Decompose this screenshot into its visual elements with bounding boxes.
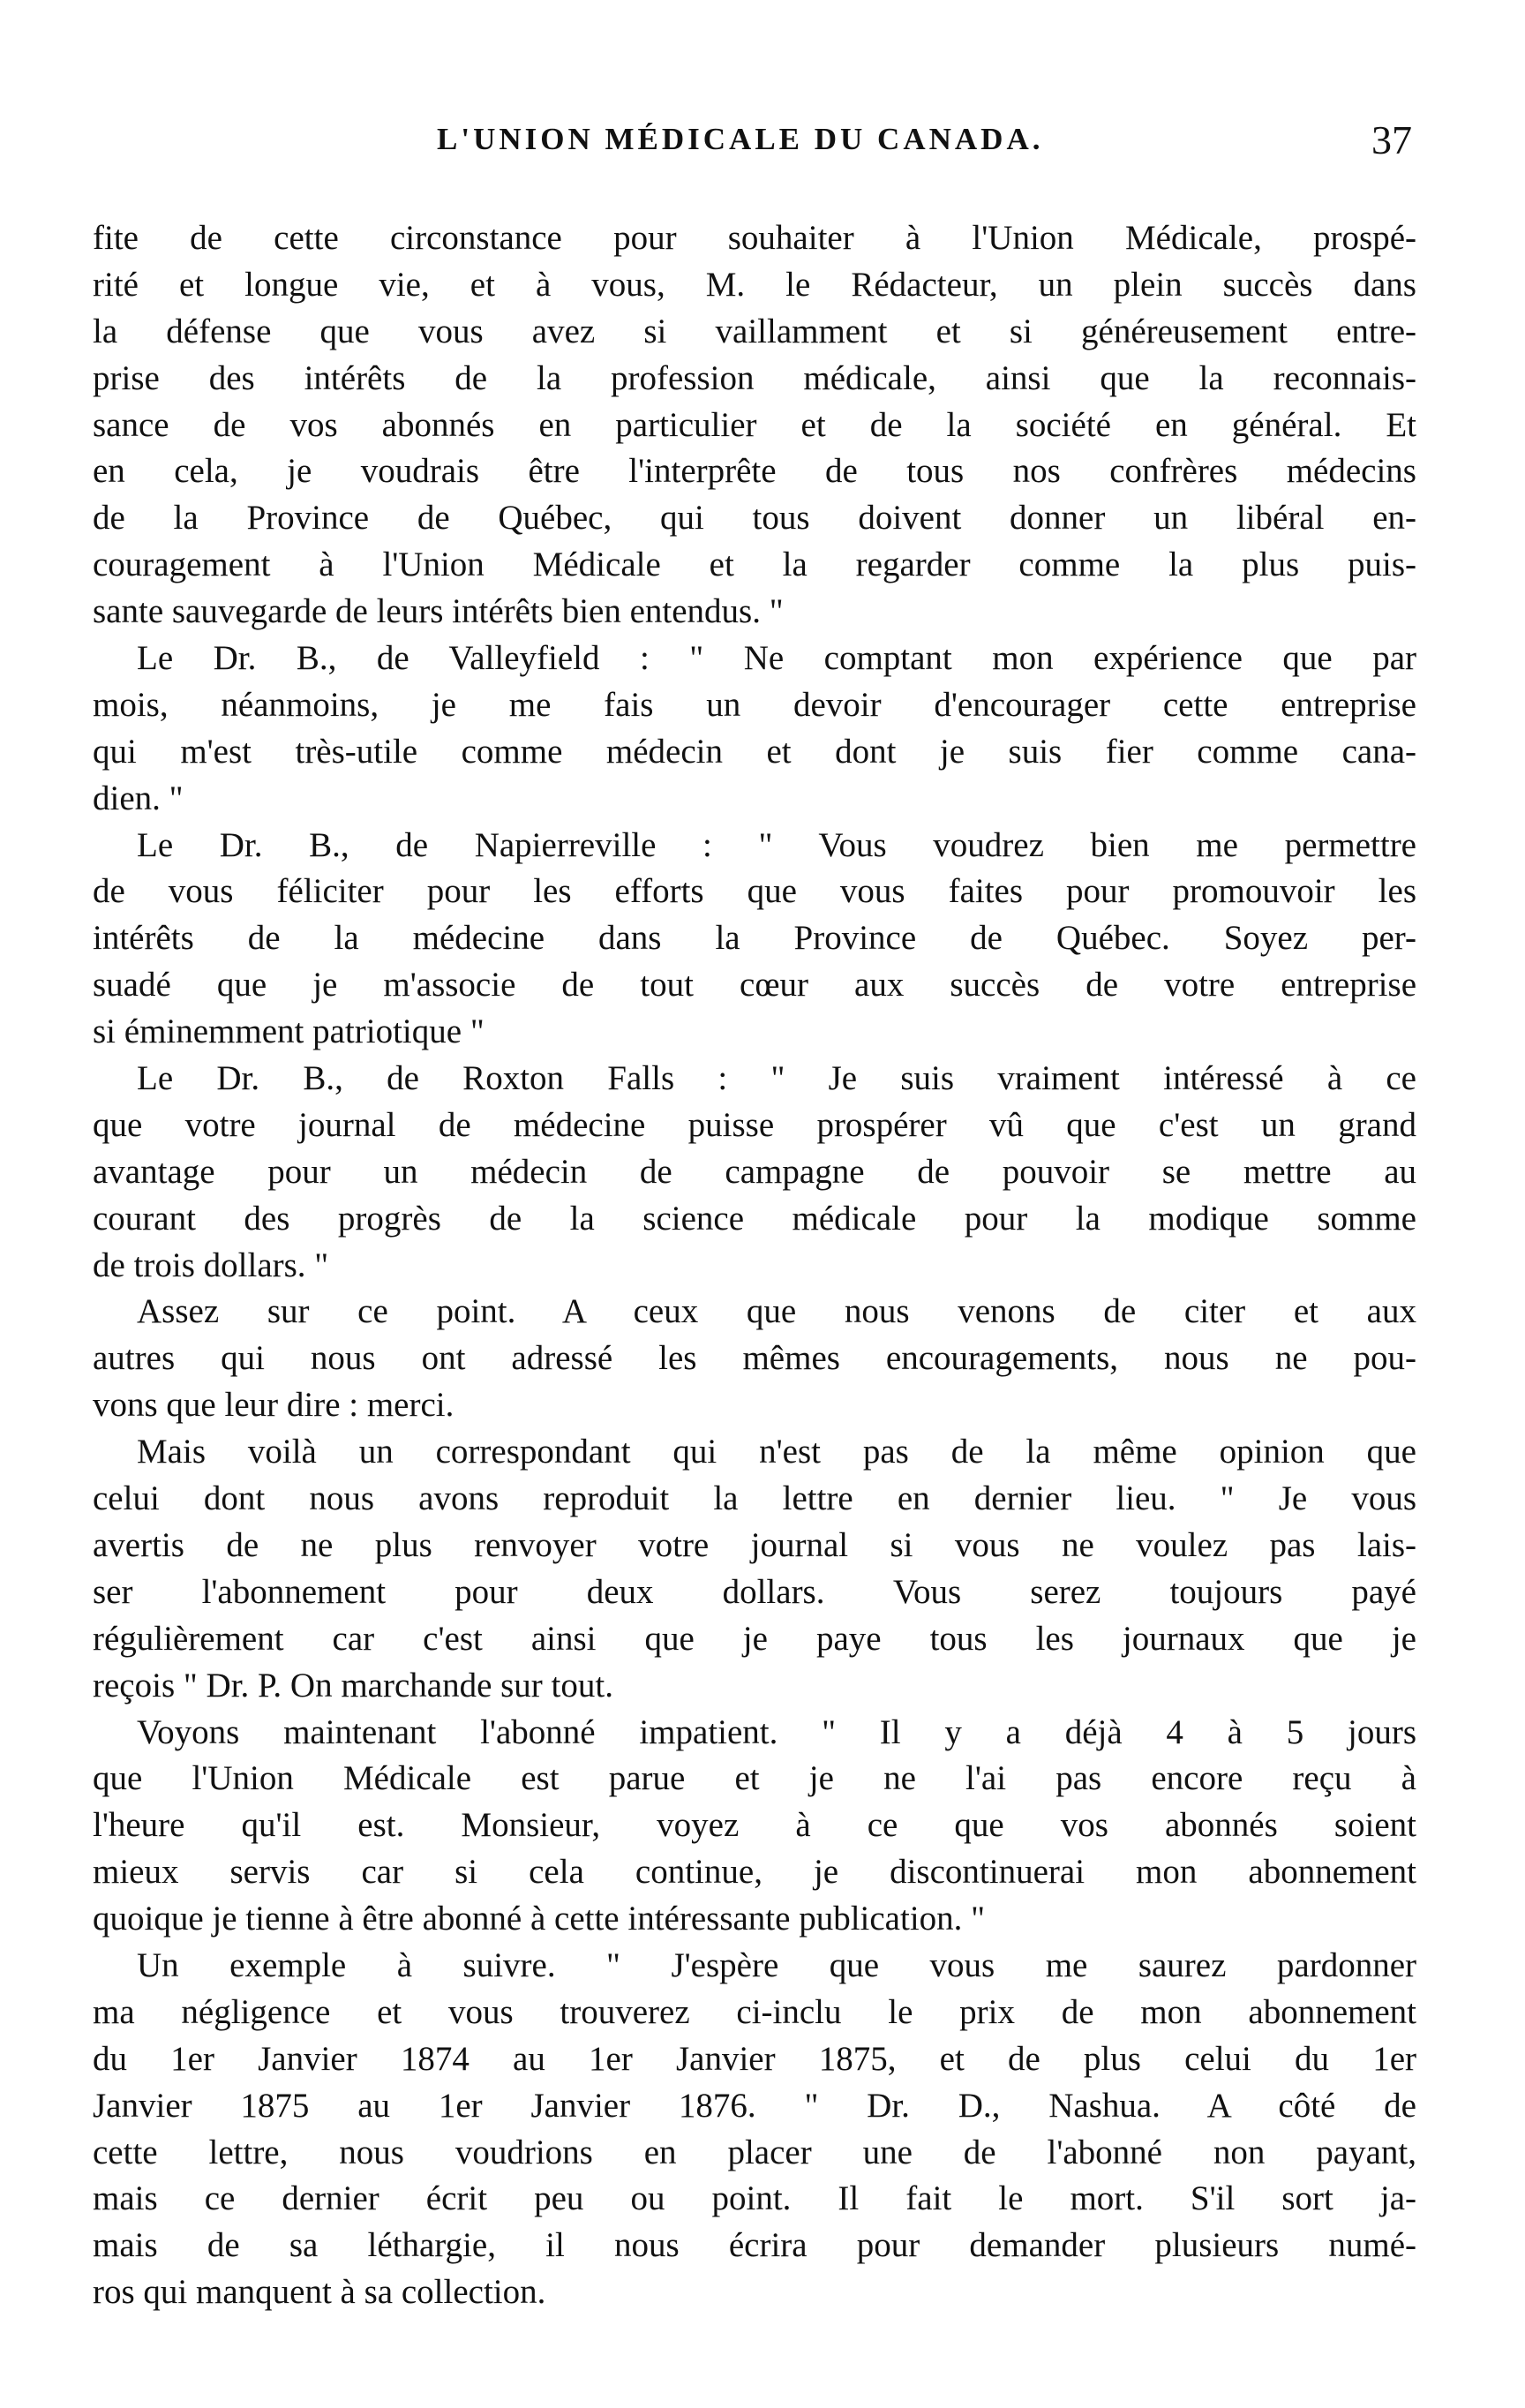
text-line: Le Dr. B., de Roxton Falls : " Je suis vraiment intéressé à ce [137, 1059, 1416, 1098]
text-line: sante sauvegarde de leurs intérêts bien entendus. " [93, 592, 784, 631]
text-line: cette lettre, nous voudrions en placer une de l'abonné non payant, [93, 2133, 1416, 2171]
text-line: l'heure qu'il est. Monsieur, voyez à ce que vos abonnés soient [93, 1806, 1416, 1845]
text-line: mieux servis car si cela continue, je discontinuerai mon abonnement [93, 1853, 1416, 1892]
text-line: avantage pour un médecin de campagne de pouvoir se mettre au [93, 1152, 1416, 1191]
text-line: qui m'est très-utile comme médecin et dont je suis fier comme cana- [93, 732, 1416, 771]
text-line: celui dont nous avons reproduit la lettre en dernier lieu. " Je vous [93, 1479, 1416, 1518]
text-line: que l'Union Médicale est parue et je ne l'ai pas encore reçu à [93, 1759, 1416, 1798]
text-line: mais de sa léthargie, il nous écrira pour demander plusieurs numé- [93, 2226, 1416, 2265]
running-head [97, 117, 1412, 175]
text-line: prise des intérêts de la profession médicale, ainsi que la reconnais- [93, 358, 1416, 397]
text-line: Le Dr. B., de Napierreville : " Vous voudrez bien me permettre [137, 825, 1416, 864]
text-line: avertis de ne plus renvoyer votre journal si vous ne voulez pas lais- [93, 1525, 1416, 1564]
text-line: Un exemple à suivre. " J'espère que vous me saurez pardonner [137, 1945, 1416, 1984]
text-line: ser l'abonnement pour deux dollars. Vous serez toujours payé [93, 1572, 1416, 1611]
text-line: la défense que vous avez si vaillamment et si généreusement entre- [93, 312, 1416, 350]
text-line: sance de vos abonnés en particulier et de la société en général. Et [93, 405, 1416, 444]
text-line: couragement à l'Union Médicale et la regarder comme la plus puis- [93, 546, 1416, 584]
text-line: autres qui nous ont adressé les mêmes encouragements, nous ne pou- [93, 1339, 1416, 1378]
text-line: courant des progrès de la science médicale pour la modique somme [93, 1199, 1416, 1238]
text-line: mais ce dernier écrit peu ou point. Il fait le mort. S'il sort ja- [93, 2179, 1416, 2218]
text-line: intérêts de la médecine dans la Province de Québec. Soyez per- [93, 919, 1416, 958]
text-line: rité et longue vie, et à vous, M. le Rédacteur, un plein succès dans [93, 265, 1416, 304]
text-line: Janvier 1875 au 1er Janvier 1876. " Dr. D., Nashua. A côté de [93, 2086, 1416, 2125]
text-line: de vous féliciter pour les efforts que vous faites pour promouvoir les [93, 872, 1416, 911]
text-line: quoique je tienne à être abonné à cette intéressante publication. " [93, 1900, 986, 1938]
text-line: Assez sur ce point. A ceux que nous venons de citer et aux [137, 1292, 1416, 1331]
text-line: en cela, je voudrais être l'interprête de tous nos confrères médecins [93, 452, 1416, 491]
text-line: régulièrement car c'est ainsi que je paye tous les journaux que je [93, 1619, 1416, 1658]
body-text [93, 215, 1416, 2316]
text-line: vons que leur dire : merci. [93, 1386, 454, 1425]
text-line: reçois " Dr. P. On marchande sur tout. [93, 1666, 613, 1704]
text-line: fite de cette circonstance pour souhaiter à l'Union Médicale, prospé- [93, 219, 1416, 257]
text-line: Le Dr. B., de Valleyfield : " Ne comptant mon expérience que par [137, 639, 1416, 678]
running-title: L'UNION MÉDICALE DU CANADA. [437, 122, 1044, 156]
text-line: suadé que je m'associe de tout cœur aux succès de votre entreprise [93, 966, 1416, 1005]
text-line: ma négligence et vous trouverez ci-inclu le prix de mon abonnement [93, 1992, 1416, 2031]
text-line: Mais voilà un correspondant qui n'est pas de la même opinion que [137, 1433, 1416, 1471]
text-line: ros qui manquent à sa collection. [93, 2273, 546, 2312]
text-line: si éminemment patriotique " [93, 1012, 485, 1051]
text-line: de la Province de Québec, qui tous doivent donner un libéral en- [93, 499, 1416, 538]
text-line: que votre journal de médecine puisse prospérer vû que c'est un grand [93, 1105, 1416, 1144]
text-line: dien. " [93, 779, 184, 817]
text-line: de trois dollars. " [93, 1245, 329, 1284]
text-line: du 1er Janvier 1874 au 1er Janvier 1875, et de plus celui du 1er [93, 2039, 1416, 2078]
text-line: mois, néanmoins, je me fais un devoir d'encourager cette entreprise [93, 685, 1416, 724]
text-line: Voyons maintenant l'abonné impatient. " Il y a déjà 4 à 5 jours [137, 1712, 1416, 1751]
page-number: 37 [1371, 117, 1412, 162]
